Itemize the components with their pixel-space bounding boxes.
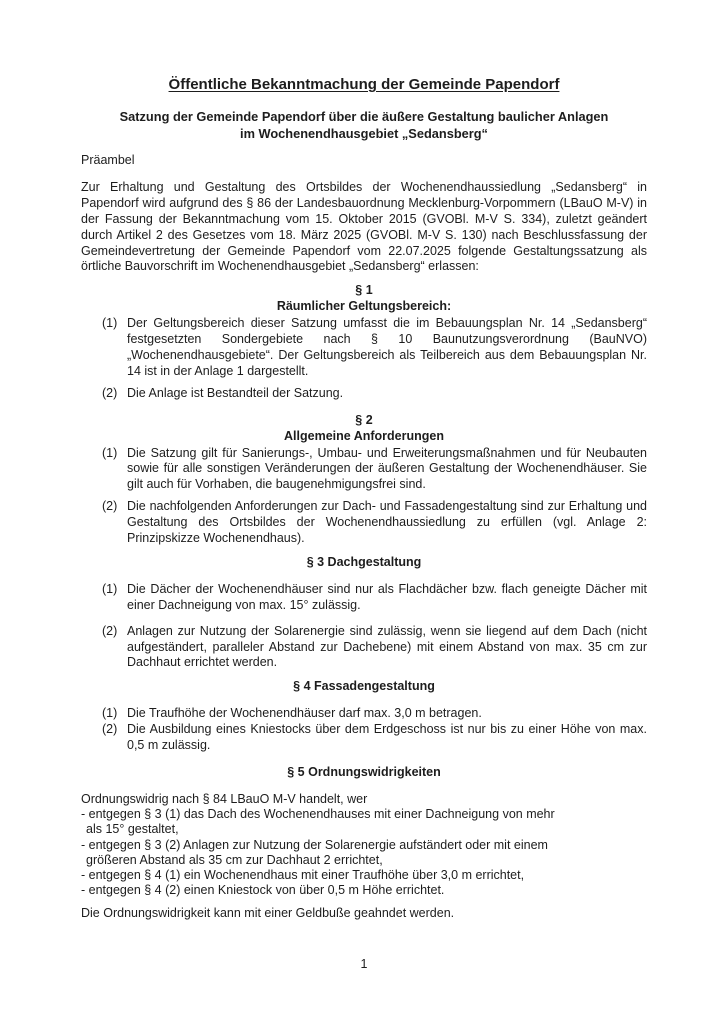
item-text: Die Traufhöhe der Wochenendhäuser darf max. 3,0 m betragen. <box>127 706 482 721</box>
list-item <box>102 624 647 672</box>
page-number: 1 <box>360 957 368 971</box>
list-item <box>102 722 647 754</box>
section-2-title: Allgemeine Anforderungen <box>284 428 444 443</box>
list-item <box>102 316 647 380</box>
offence-line: - entgegen § 4 (2) einen Kniestock von über 0,5 m Höhe errichtet. <box>81 883 445 898</box>
offence-line: als 15° gestaltet, <box>86 822 179 837</box>
offence-line: Ordnungswidrig nach § 84 LBauO M-V handelt, wer <box>81 791 368 806</box>
list-item <box>102 446 647 494</box>
offence-line: - entgegen § 3 (2) Anlagen zur Nutzung der Solarenergie aufständert oder mit einem <box>81 837 548 852</box>
document-subtitle <box>81 108 647 142</box>
preamble-label: Präambel <box>81 153 135 167</box>
section-3 <box>81 555 647 671</box>
item-marker: (2) <box>102 499 118 514</box>
section-2-number: § 2 <box>355 412 373 427</box>
offence-line: - entgegen § 4 (1) ein Wochenendhaus mit einer Traufhöhe über 3,0 m errichtet, <box>81 867 525 882</box>
item-marker: (1) <box>102 316 118 331</box>
offence-line: - entgegen § 3 (1) das Dach des Wochenendhauses mit einer Dachneigung von mehr <box>81 807 555 822</box>
section-1-number: § 1 <box>355 283 373 298</box>
item-marker: (1) <box>102 581 118 596</box>
item-marker: (2) <box>102 385 118 400</box>
item-marker: (1) <box>102 706 118 721</box>
section-4 <box>81 679 647 754</box>
item-marker: (2) <box>102 722 118 737</box>
page-title: Öffentliche Bekanntmachung der Gemeinde Papendorf <box>168 76 560 93</box>
item-text: Die Ausbildung eines Kniestocks über dem Erdgeschoss ist nur bis zu einer Höhe von max. 0,5 m zulässig. <box>127 722 647 753</box>
section-3-heading <box>81 555 647 571</box>
list-item <box>102 386 647 402</box>
offence-closing-text: Die Ordnungswidrigkeit kann mit einer Geldbuße geahndet werden. <box>81 906 455 921</box>
subtitle-line-1: Satzung der Gemeinde Papendorf über die äußere Gestaltung baulicher Anlagen <box>119 109 609 124</box>
item-text: Der Geltungsbereich dieser Satzung umfasst die im Bebauungsplan Nr. 14 „Sedansberg“ festgesetzten Sondergebiete nach § 10 Baunutzungsverordnung (BauNVO) „Wochenendhausgebiete“. Der Geltungsbereich als Teilbereich aus dem Bebauungsplan Nr. 14 ist in der Anlage 1 dargestellt. <box>127 316 647 378</box>
section-2-heading <box>81 413 647 445</box>
offence-line: größeren Abstand als 35 cm zur Dachhaut 2 errichtet, <box>86 852 383 867</box>
section-5-title: § 5 Ordnungswidrigkeiten <box>287 765 441 779</box>
section-5 <box>81 765 647 922</box>
list-item <box>102 499 647 547</box>
subtitle-line-2: im Wochenendhausgebiet „Sedansberg“ <box>240 126 488 141</box>
item-marker: (1) <box>102 445 118 460</box>
item-text: Die Dächer der Wochenendhäuser sind nur als Flachdächer bzw. flach geneigte Dächer mit einer Dachneigung von max. 15° zulässig. <box>127 581 647 612</box>
list-item <box>102 706 647 722</box>
preamble-text: Zur Erhaltung und Gestaltung des Ortsbildes der Wochenendhaussiedlung „Sedansberg“ in Papendorf wird aufgrund des § 86 der Landesbauordnung Mecklenburg-Vorpommern (LBauO M-V) in der Fassung der Bekanntmachung vom 15. Oktober 2015 (GVOBl. M-V S. 334), zuletzt geändert durch Artikel 2 des Gesetzes vom 18. März 2025 (GVOBl. M-V S. 130) nach Beschlussfassung der Gemeindevertretung der Gemeinde Papendorf vom 22.07.2025 folgende Gestaltungssatzung als örtliche Bauvorschrift im Wochenendhausgebiet „Sedansberg“ erlassen: <box>81 179 647 274</box>
section-1 <box>81 283 647 401</box>
offence-list <box>81 792 647 898</box>
section-1-heading <box>81 283 647 315</box>
item-text: Anlagen zur Nutzung der Solarenergie sind zulässig, wenn sie liegend auf dem Dach (nicht aufgeständert, paralleler Abstand zur Dachebene) mit einem Abstand von max. 35 cm zur Dachhaut errichtet werden. <box>127 623 647 670</box>
section-1-title: Räumlicher Geltungsbereich: <box>276 299 452 314</box>
list-item <box>102 582 647 614</box>
item-text: Die Satzung gilt für Sanierungs-, Umbau- und Erweiterungsmaßnahmen und für Neubauten sowie für alle sonstigen Veränderungen der äußeren Gestaltung der Wochenendhäuser. Sie gilt auch für Vorhaben, die baugenehmigungsfrei sind. <box>127 445 647 492</box>
item-text: Die Anlage ist Bestandteil der Satzung. <box>127 385 344 400</box>
section-4-heading <box>81 679 647 695</box>
item-text: Die nachfolgenden Anforderungen zur Dach- und Fassadengestaltung sind zur Erhaltung und Gestaltung des Ortsbildes der Wochenendhaussiedlung zu erfüllen (vgl. Anlage 2: Prinzipskizze Wochenendhaus). <box>127 499 647 546</box>
section-4-title: § 4 Fassadengestaltung <box>293 679 435 694</box>
section-3-title: § 3 Dachgestaltung <box>306 554 422 569</box>
section-5-heading <box>81 765 647 781</box>
item-marker: (2) <box>102 623 118 638</box>
section-2 <box>81 413 647 547</box>
